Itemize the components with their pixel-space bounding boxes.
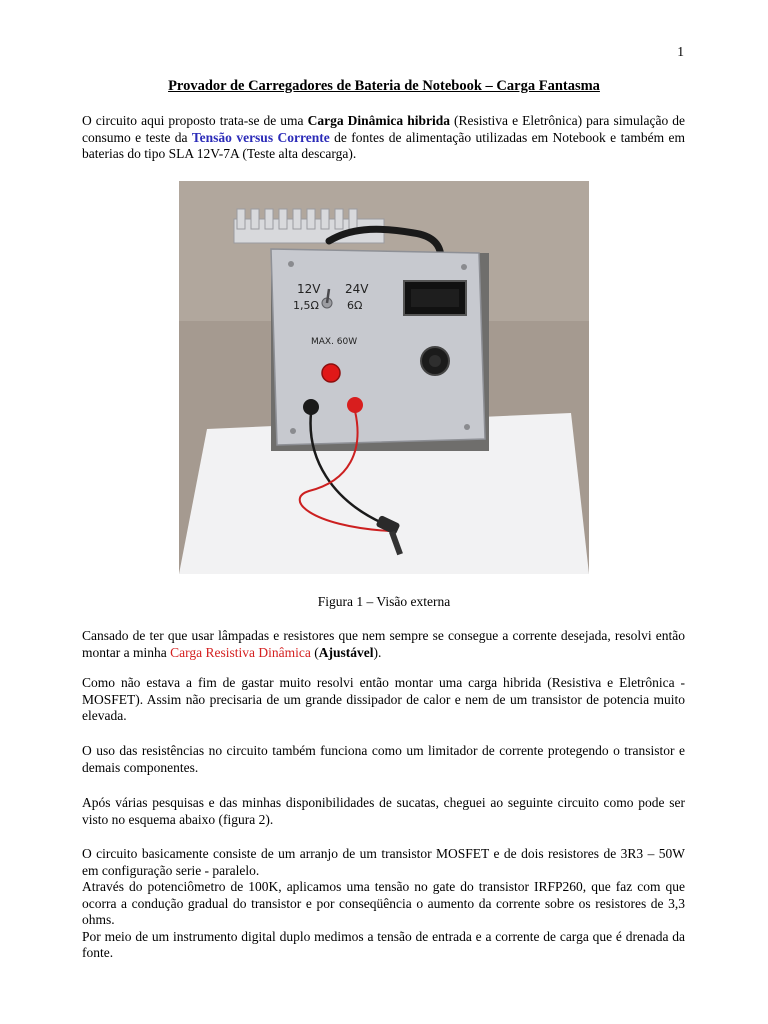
p6-line-1: O circuito basicamente consiste de um arranjo de um transistor MOSFET e de dois resistores de 3R3 – 50W em configuração serie - paralelo. <box>82 846 685 878</box>
intro-bold-term: Carga Dinâmica hibrida <box>307 113 450 128</box>
p2-text-2: ( <box>310 644 319 660</box>
figure-caption: Figura 1 – Visão externa <box>317 594 451 609</box>
page-number: 1 <box>677 44 684 59</box>
intro-text-1: O circuito aqui proposto trata-se de uma <box>82 113 308 128</box>
intro-text-2: (Resistiva e Eletrônica) para simulação de consumo e teste da <box>82 113 685 145</box>
label-12v: 12V <box>297 282 321 296</box>
p2-text-3: ). <box>373 644 382 660</box>
paragraph-4: O uso das resistências no circuito também funciona como um limitador de corrente protegendo o transistor e demais componentes. <box>82 743 685 775</box>
red-button <box>322 364 340 382</box>
label-1-5-ohm: 1,5Ω <box>293 299 319 312</box>
p6-line-2: Através do potenciômetro de 100K, aplicamos uma tensão no gate do transistor IRFP260, que faz com que ocorra a condução gradual do transistor e por conseqüência o aumento da corrente sobre os resistores de 3,3 ohms. <box>82 879 685 927</box>
red-terminal <box>347 397 363 413</box>
paragraph-6 <box>82 846 685 962</box>
p2-bold-term: Ajustável <box>318 644 374 660</box>
paragraph-3: Como não estava a fim de gastar muito resolvi então montar uma carga hibrida (Resistiva e Eletrônica - MOSFET). Assim não precisaria de um grande dissipador de calor e nem de um transistor de potencia muito elevada. <box>82 675 685 723</box>
p2-red-term: Carga Resistiva Dinâmica <box>170 644 311 660</box>
paragraph-2 <box>82 628 685 661</box>
black-terminal <box>303 399 319 415</box>
document-title: Provador de Carregadores de Bateria de Notebook – Carga Fantasma <box>168 78 600 94</box>
paragraph-5: Após várias pesquisas e das minhas disponibilidades de sucatas, cheguei ao seguinte circuito como pode ser visto no esquema abaixo (figura 2). <box>82 795 685 827</box>
p2-text-1: Cansado de ter que usar lâmpadas e resistores que nem sempre se consegue a corrente desejada, resolvi então montar a minha <box>82 628 685 660</box>
p6-line-3: Por meio de um instrumento digital duplo medimos a tensão de entrada e a corrente de carga que é drenada da fonte. <box>82 928 685 960</box>
intro-text-3: de fontes de alimentação utilizadas em Notebook e também em baterias do tipo SLA 12V-7A (Teste alta descarga). <box>82 129 685 161</box>
intro-paragraph <box>82 113 685 163</box>
label-max-60w: MAX. 60W <box>311 337 358 347</box>
intro-blue-term: Tensão versus Corrente <box>191 129 330 145</box>
label-6-ohm: 6Ω <box>347 299 363 312</box>
figure-1-photo <box>179 181 589 574</box>
label-24v: 24V <box>345 282 369 296</box>
front-panel <box>271 249 485 445</box>
